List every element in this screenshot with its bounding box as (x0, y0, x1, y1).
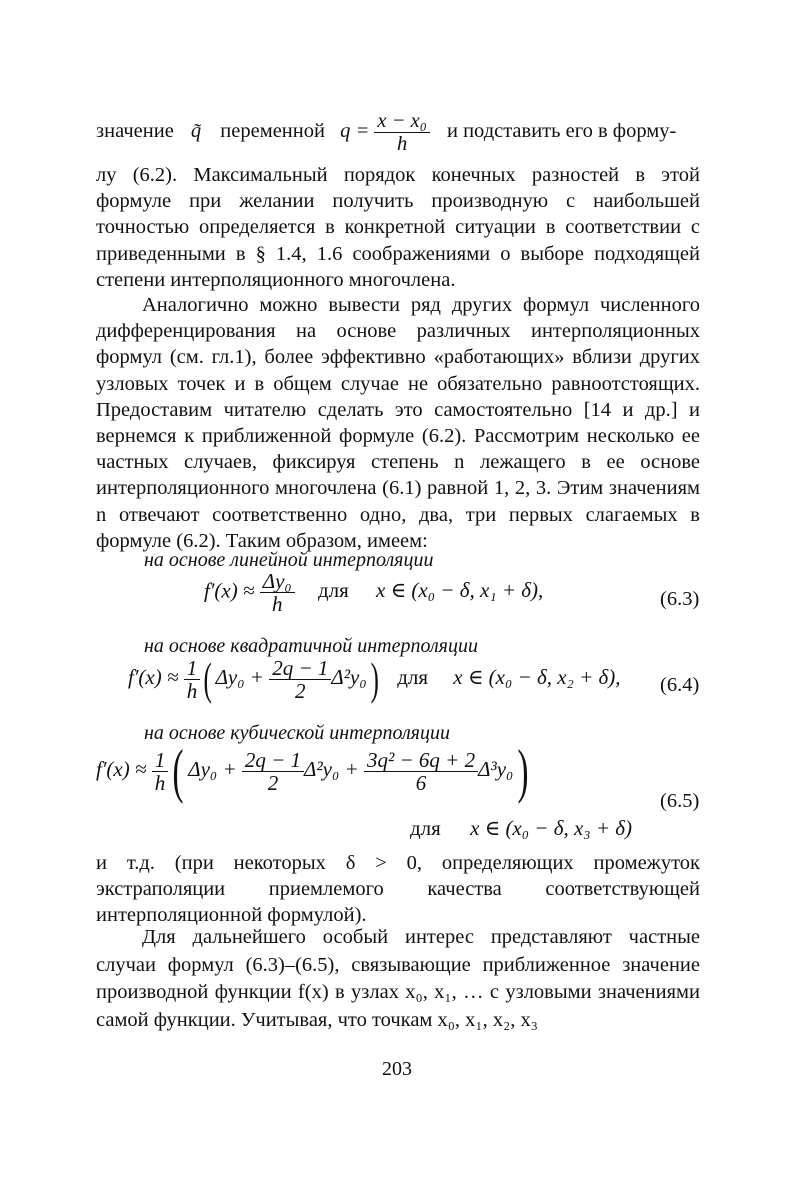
f65-left-paren: ( (172, 738, 184, 804)
f65-dy: Δy₀ + (188, 756, 237, 781)
f64-right-paren: ) (370, 653, 379, 704)
f64-domain: x ∈ (x₀ − δ, x₂ + δ), (453, 664, 621, 689)
intro-line (96, 110, 676, 155)
intro-word-value: значение (96, 120, 174, 143)
f65-one: 1 (152, 749, 169, 772)
f64-dy: Δy₀ + (215, 664, 264, 689)
caption-linear: на основе линейной интерполяции (144, 549, 434, 571)
paragraph-4: Для дальнейшего особый интерес представляют частные случаи формул (6.3)–(6.5), связывающие приближенное значение производной функции f(x) в узлах x₀, x₁, … с узловыми значениями самой функции. Учитывая, что точкам x₀, x₁, x₂, x₃ (96, 926, 700, 1031)
paragraph-3: и т.д. (при некоторых δ > 0, определяющих промежуток экстраполяции приемлемого качества соответствующей интерполяционной формулой). (96, 852, 700, 927)
f64-d2: Δ²y₀ (331, 664, 367, 689)
q-equals: q = (340, 120, 370, 143)
eqno-6-5: (6.5) (660, 790, 700, 812)
f64-coef (269, 657, 331, 702)
intro-tail: и подставить его в форму- (446, 120, 677, 143)
caption-cubic: на основе кубической интерполяции (144, 722, 450, 744)
f63-lhs: f′(x) ≈ (204, 578, 255, 603)
f65-coef2 (364, 749, 478, 794)
q-tilde-symbol: q̃ (190, 120, 202, 143)
f65-dlya: для (410, 816, 441, 840)
paragraph-1: лу (6.2). Максимальный порядок конечных разностей в этой формуле при желании получить производную с наибольшей точностью определяется в конкретной ситуации в соответствии с приведенными в § 1.4, 1.6 соображениями о выборе подходящей степени интерполяционного многочлена. (96, 164, 700, 291)
formula-6-3 (204, 570, 543, 615)
f63-fraction (260, 570, 295, 615)
f65-coef1 (242, 749, 304, 794)
f65-right-paren: ) (517, 738, 529, 804)
page-number: 203 (382, 1058, 412, 1080)
formula-6-5 (96, 738, 533, 804)
f65-h: h (154, 770, 166, 795)
f64-one-over-h (184, 657, 201, 702)
f65-one-over-h (152, 749, 169, 794)
f64-left-paren: ( (203, 653, 213, 704)
f65-d2: Δ²y₀ + (304, 756, 359, 781)
f63-numerator: Δy₀ (260, 570, 295, 593)
f64-h: h (186, 678, 198, 703)
f65-coef2-num: 3q² − 6q + 2 (364, 749, 478, 772)
q-fraction-numerator: x − x₀ (374, 110, 429, 133)
f65-coef1-num: 2q − 1 (242, 749, 304, 772)
q-fraction (374, 110, 429, 155)
formula-6-4 (128, 653, 621, 704)
f63-domain: x ∈ (x₀ − δ, x₁ + δ), (376, 578, 544, 603)
paragraph-2: Аналогично можно вывести ряд других формул численного дифференцирования на основе различных интерполяционных формул (см. гл.1), более эффективно «работающих» вблизи других узловых точек и в общем случае не обязательно равноотстоящих. Предоставим читателю сделать это самостоятельно [14 и др.] и вернемся к приближенной формуле (6.2). Рассмотрим несколько ее частных случаев, фиксируя степень n лежащего в ее основе интерполяционного многочлена (6.1) равной 1, 2, 3. Этим значениям n отвечают соответственно одно, два, три первых слагаемых в формуле (6.2). Таким образом, имеем: (96, 294, 700, 552)
intro-word-variable: переменной (220, 120, 325, 143)
f63-dlya: для (317, 578, 349, 603)
f64-lhs: f′(x) ≈ (128, 664, 179, 689)
f65-coef1-den: 2 (267, 770, 279, 795)
q-fraction-denominator: h (397, 133, 408, 155)
caption-quadratic: на основе квадратичной интерполяции (144, 635, 478, 657)
f64-dlya: для (397, 664, 429, 689)
f65-lhs: f′(x) ≈ (96, 756, 147, 781)
f63-denominator: h (271, 592, 283, 616)
f64-coef-num: 2q − 1 (269, 657, 331, 680)
f65-domain: x ∈ (x₀ − δ, x₃ + δ) (470, 816, 633, 840)
eqno-6-3: (6.3) (660, 588, 700, 610)
f64-coef-den: 2 (295, 678, 306, 703)
f65-coef2-den: 6 (415, 770, 427, 795)
f65-d3: Δ³y₀ (478, 756, 514, 781)
formula-6-5-domain (410, 816, 632, 841)
f64-one: 1 (184, 657, 201, 680)
eqno-6-4: (6.4) (660, 674, 700, 696)
